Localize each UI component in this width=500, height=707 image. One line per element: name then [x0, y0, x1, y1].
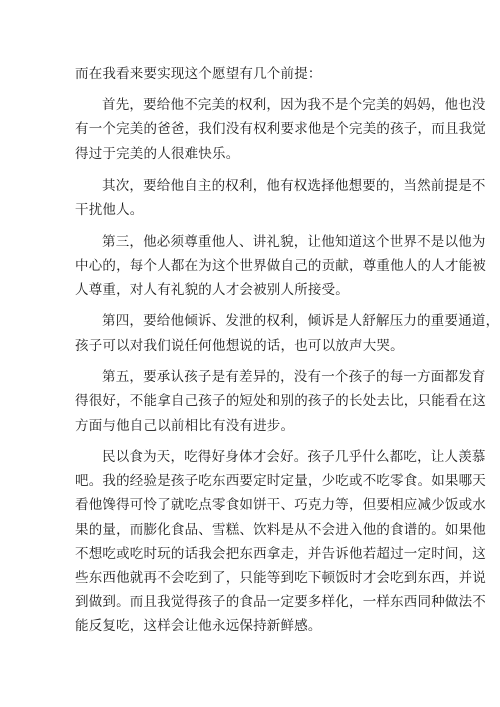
text-line: 第三，他必须尊重他人、讲礼貌，让他知道这个世界不是以他为 — [102, 234, 486, 250]
text-line: 吧。我的经验是孩子吃东西要定时定量，少吃或不吃零食。如果哪天 — [75, 473, 486, 489]
text-line: 看他馋得可怜了就吃点零食如饼干、巧克力等，但要相应减少饭或水 — [75, 497, 486, 513]
text-line: 孩子可以对我们说任何他想说的话，也可以放声大哭。 — [75, 338, 404, 354]
text-line: 能反复吃，这样会让他永远保持新鲜感。 — [75, 618, 322, 634]
text-line: 人尊重，对人有礼貌的人才会被别人所接受。 — [75, 282, 349, 298]
text-line: 有一个完美的爸爸，我们没有权利要求他是个完美的孩子，而且我觉 — [75, 121, 486, 137]
text-line: 中心的，每个人都在为这个世界做自己的贡献，尊重他人的人才能被 — [75, 258, 486, 274]
text-line: 果的量，而膨化食品、雪糕、饮料是从不会进入他的食谱的。如果他 — [75, 522, 486, 538]
text-line: 些东西他就再不会吃到了，只能等到吃下顿饭时才会吃到东西，并说 — [75, 570, 486, 586]
text-line: 其次，要给他自主的权利，他有权选择他想要的，当然前提是不 — [102, 178, 486, 194]
text-line: 第四，要给他倾诉、发泄的权利，倾诉是人舒解压力的重要通道， — [102, 313, 500, 329]
text-line: 到做到。而且我觉得孩子的食品一定要多样化，一样东西同种做法不 — [75, 594, 486, 610]
text-line: 而在我看来要实现这个愿望有几个前提： — [75, 66, 322, 82]
text-line: 民以食为天，吃得好身体才会好。孩子几乎什么都吃，让人羡慕 — [102, 449, 486, 465]
text-line: 第五，要承认孩子是有差异的，没有一个孩子的每一方面都发育 — [102, 369, 486, 385]
text-line: 得过于完美的人很难快乐。 — [75, 146, 240, 162]
text-line: 不想吃或吃时玩的话我会把东西拿走，并告诉他若超过一定时间，这 — [75, 546, 486, 562]
text-line: 首先，要给他不完美的权利，因为我不是个完美的妈妈，他也没 — [102, 97, 486, 113]
text-line: 干扰他人。 — [75, 202, 144, 218]
text-line: 得很好，不能拿自己孩子的短处和别的孩子的长处去比，只能看在这 — [75, 393, 486, 409]
text-line: 方面与他自己以前相比有没有进步。 — [75, 418, 295, 434]
